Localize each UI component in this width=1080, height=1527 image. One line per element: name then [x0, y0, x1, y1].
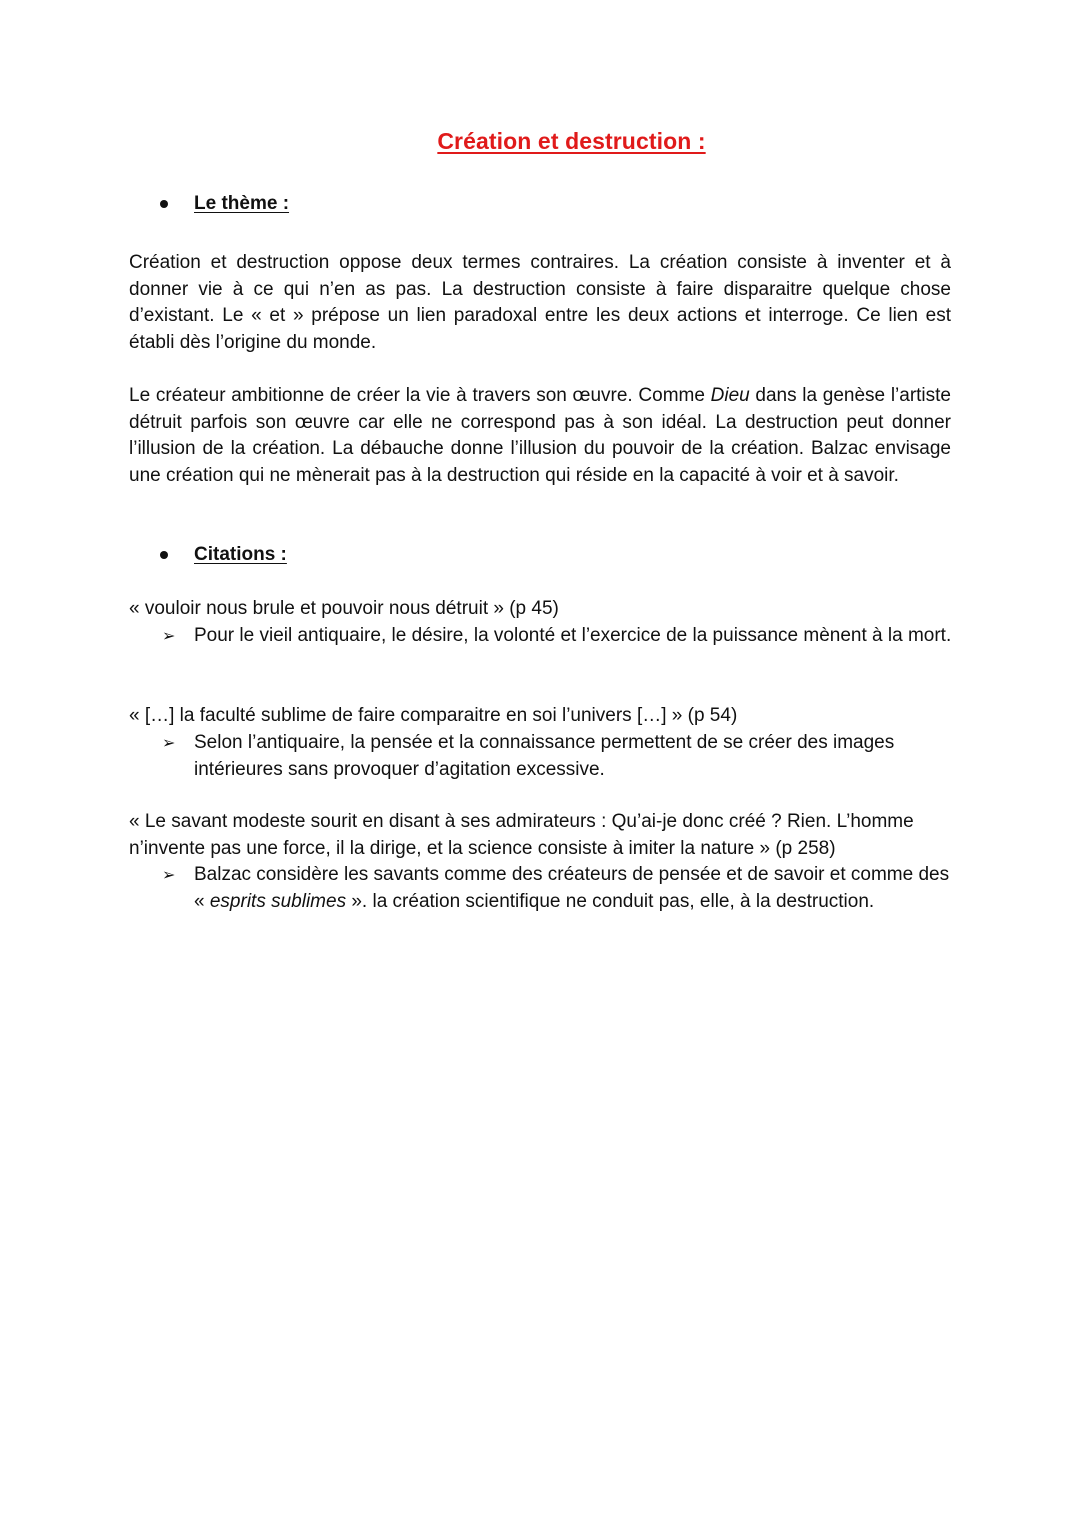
citation-quote-3: « Le savant modeste sourit en disant à ses admirateurs : Qu’ai-je donc créé ? Rien. L’homme n’invente pas une force, il la dirige, et la science consiste à imiter la nature » (p 258)	[129, 811, 914, 859]
citation-quote-2: « […] la faculté sublime de faire comparaitre en soi l’univers […] » (p 54)	[129, 705, 738, 726]
theme-paragraph-2	[129, 383, 951, 489]
citation-comment-1	[162, 623, 952, 651]
italic-word: Dieu	[710, 385, 750, 406]
citation-comment-2	[162, 730, 952, 783]
arrow-bullet-icon: ➢	[162, 628, 176, 645]
heading-label: Citations :	[194, 544, 287, 565]
document-title: Création et destruction :	[437, 128, 706, 154]
comment-text-part: ». la création scientifique ne conduit pas, elle, à la destruction.	[346, 890, 875, 912]
bullet-icon	[160, 551, 168, 559]
citation-quote-1: « vouloir nous brule et pouvoir nous détruit » (p 45)	[129, 598, 559, 619]
italic-phrase: esprits sublimes	[209, 890, 347, 912]
comment-text	[194, 862, 952, 915]
citation-comment-3	[162, 862, 952, 915]
theme-paragraph-1: Création et destruction oppose deux termes contraires. La création consiste à inventer et à donner vie à ce qui n’en as pas. La destruction consiste à faire disparaitre quelque chose d’existant. Le « et » prépose un lien paradoxal entre les deux actions et interroge. Ce lien est établi dès l’origine du monde.	[129, 252, 951, 353]
comment-text: Selon l’antiquaire, la pensée et la connaissance permettent de se créer des images intérieures sans provoquer d’agitation excessive.	[194, 732, 895, 780]
comment-text-part: Balzac considère les savants comme des créateurs de pensée et de savoir et comme des «	[194, 864, 950, 912]
arrow-bullet-icon: ➢	[162, 735, 176, 752]
paragraph-text: dans la genèse l’artiste détruit parfois son œuvre car elle ne correspond pas à son idéal. La destruction peut donner l’illusion de la création. La débauche donne l’illusion du pouvoir de la création. Balzac envisage une création qui ne mènerait pas à la destruction qui réside en la capacité à voir et à savoir.	[129, 385, 952, 486]
paragraph-text: Le créateur ambitionne de créer la vie à travers son œuvre. Comme	[129, 385, 711, 406]
heading-label: Le thème :	[194, 193, 290, 214]
arrow-bullet-icon: ➢	[162, 867, 176, 884]
bullet-icon	[160, 200, 168, 208]
comment-text: Pour le vieil antiquaire, le désire, la volonté et l’exercice de la puissance mènent à la mort.	[194, 625, 952, 646]
section-heading-theme	[158, 193, 289, 215]
section-heading-citations	[158, 544, 287, 566]
